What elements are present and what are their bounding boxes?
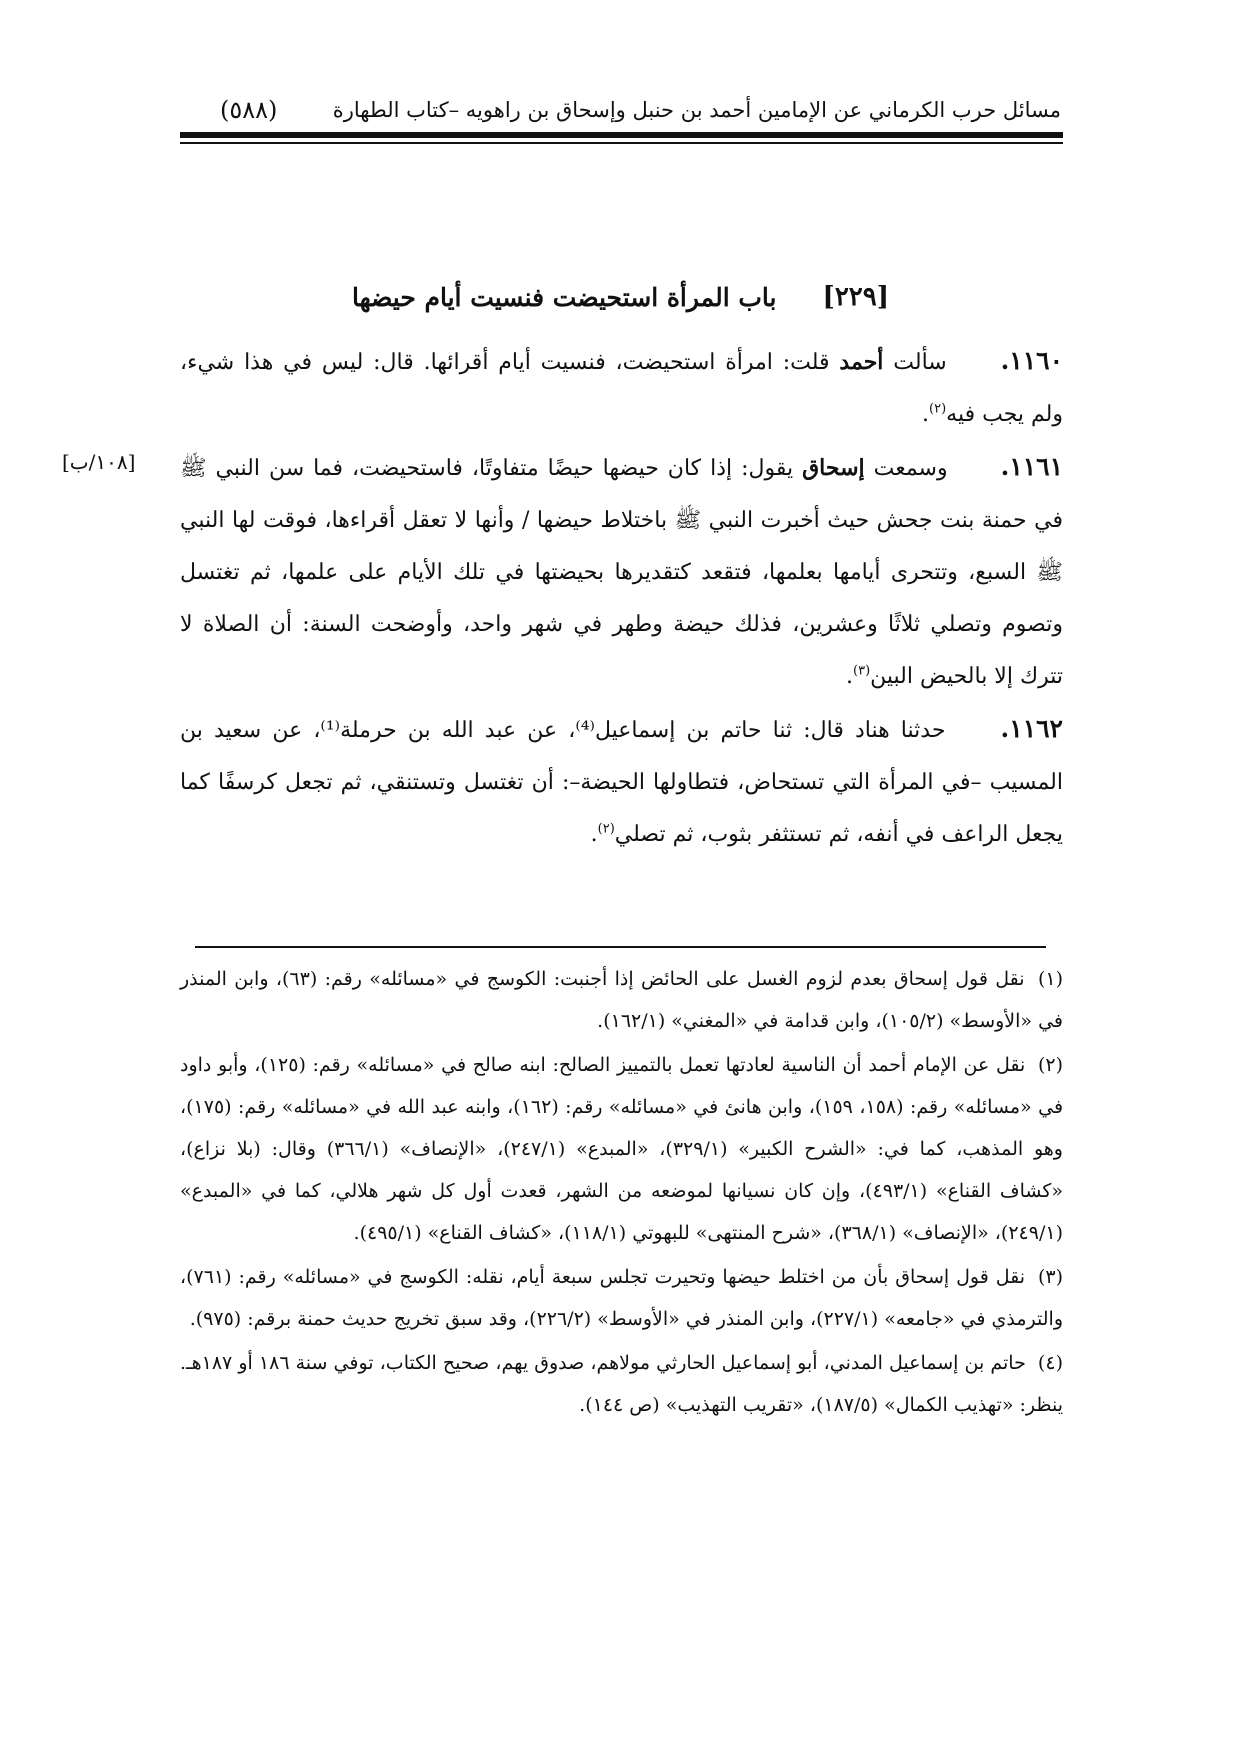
- entry-text: حدثنا هناد قال: ثنا حاتم بن إسماعيل⁽⁴⁾، عن عبد الله بن حرملة⁽¹⁾، عن سعيد بن المسيب –في المرأة التي تستحاض، فتطاولها الحيضة–: أن تغتسل وتستنقي، ثم تجعل كرسفًا كما يجعل الراعف في أنفه، ثم تستثفر بثوب، ثم تصلي: [180, 718, 1063, 847]
- footnote-separator: [195, 946, 1046, 948]
- entry-pre: وسمعت: [873, 456, 948, 481]
- footnote: [180, 958, 1063, 1042]
- footnote: [180, 1256, 1063, 1340]
- running-header: [220, 88, 1061, 132]
- entry-end: .: [922, 402, 930, 427]
- entry-number: ١١٦٠.: [1000, 346, 1064, 375]
- margin-note: [١٠٨/ب]: [62, 450, 136, 474]
- footnote-ref: (٣): [853, 663, 871, 679]
- scholar-name: إسحاق: [802, 455, 865, 481]
- entry: [180, 441, 1063, 703]
- entry-text: يقول: إذا كان حيضها حيضًا متفاوتًا، فاستحيضت، فما سن النبي ﷺ في حمنة بنت جحش حيث أخبرت النبي ﷺ باختلاط حيضها / وأنها لا تعقل أقراءها، فوقت لها النبي ﷺ السبع، وتتحرى أيامها بعلمها، فتقعد كتقديرها بحيضتها في تلك الأيام على علمها، ثم تغتسل وتصوم وتصلي ثلاثًا وعشرين، فذلك حيضة وطهر في شهر واحد، وأوضحت السنة: أن الصلاة لا تترك إلا بالحيض البين: [180, 456, 1063, 689]
- footnote-mark: (١): [1037, 968, 1064, 990]
- body-text: [180, 335, 1063, 861]
- entry: [180, 703, 1063, 861]
- footnote-mark: (٣): [1037, 1266, 1064, 1288]
- footnote-text: نقل عن الإمام أحمد أن الناسية لعادتها تعمل بالتمييز الصالح: ابنه صالح في «مسائله» رقم: (١٢٥)، وأبو داود في «مسائله» رقم: (١٥٨، ١٥٩)، وابن هانئ في «مسائله» رقم: (١٦٢)، وابنه عبد الله في «مسائله» رقم: (١٧٥)، وهو المذهب، كما في: «الشرح الكبير» (٣٢٩/١)، «المبدع» (٢٤٧/١)، «الإنصاف» (٣٦٦/١) وقال: (بلا نزاع)، «كشاف القناع» (٤٩٣/١)، وإن كان نسيانها لموضعه من الشهر، قعدت أول كل شهر هلالي، كما في «المبدع» (٢٤٩/١)، «الإنصاف» (٣٦٨/١)، «شرح المنتهى» للبهوتي (١١٨/١)، «كشاف القناع» (٤٩٥/١).: [180, 1054, 1064, 1244]
- entry: [180, 335, 1063, 441]
- chapter-heading: [180, 272, 1061, 322]
- entry-number: ١١٦١.: [1000, 452, 1064, 481]
- footnote-ref: (٢): [597, 821, 615, 837]
- footnote-text: نقل قول إسحاق بعدم لزوم الغسل على الحائض إذا أجنبت: الكوسج في «مسائله» رقم: (٦٣)، وابن المنذر في «الأوسط» (١٠٥/٢)، وابن قدامة في «المغني» (١٦٢/١).: [180, 968, 1063, 1032]
- chapter-title: باب المرأة استحيضت فنسيت أيام حيضها: [351, 282, 777, 312]
- scholar-name: أحمد: [839, 349, 884, 375]
- header-rule-thin: [180, 142, 1063, 144]
- header-title: مسائل حرب الكرماني عن الإمامين أحمد بن حنبل وإسحاق بن راهويه –كتاب الطهارة: [332, 98, 1061, 122]
- footnote-mark: (٢): [1037, 1054, 1064, 1076]
- footnote-text: حاتم بن إسماعيل المدني، أبو إسماعيل الحارثي مولاهم، صدوق يهم، صحيح الكتاب، توفي سنة ١٨٦ أو ١٨٧هـ. ينظر: «تهذيب الكمال» (١٨٧/٥)، «تقريب التهذيب» (ص ١٤٤).: [180, 1352, 1063, 1416]
- page-number: (٥٨٨): [220, 96, 278, 124]
- footnote-ref: (٢): [929, 401, 947, 417]
- chapter-number: [٢٢٩]: [822, 282, 890, 312]
- entry-pre: سألت: [893, 350, 947, 375]
- header-rule: [180, 132, 1063, 138]
- footnotes: [180, 958, 1063, 1428]
- entry-end: .: [846, 664, 854, 689]
- entry-text: قلت: امرأة استحيضت، فنسيت أيام أقرائها. قال: ليس في هذا شيء، ولم يجب فيه: [180, 350, 1063, 427]
- footnote: [180, 1044, 1063, 1254]
- footnote-text: نقل قول إسحاق بأن من اختلط حيضها وتحيرت تجلس سبعة أيام، نقله: الكوسج في «مسائله» رقم: (٧٦١)، والترمذي في «جامعه» (٢٢٧/١)، وابن المنذر في «الأوسط» (٢٢٦/٢)، وقد سبق تخريج حديث حمنة برقم: (٩٧٥).: [180, 1266, 1063, 1330]
- entry-number: ١١٦٢.: [1000, 714, 1063, 743]
- entry-end: .: [590, 822, 598, 847]
- footnote-mark: (٤): [1037, 1352, 1063, 1374]
- footnote: [180, 1342, 1063, 1426]
